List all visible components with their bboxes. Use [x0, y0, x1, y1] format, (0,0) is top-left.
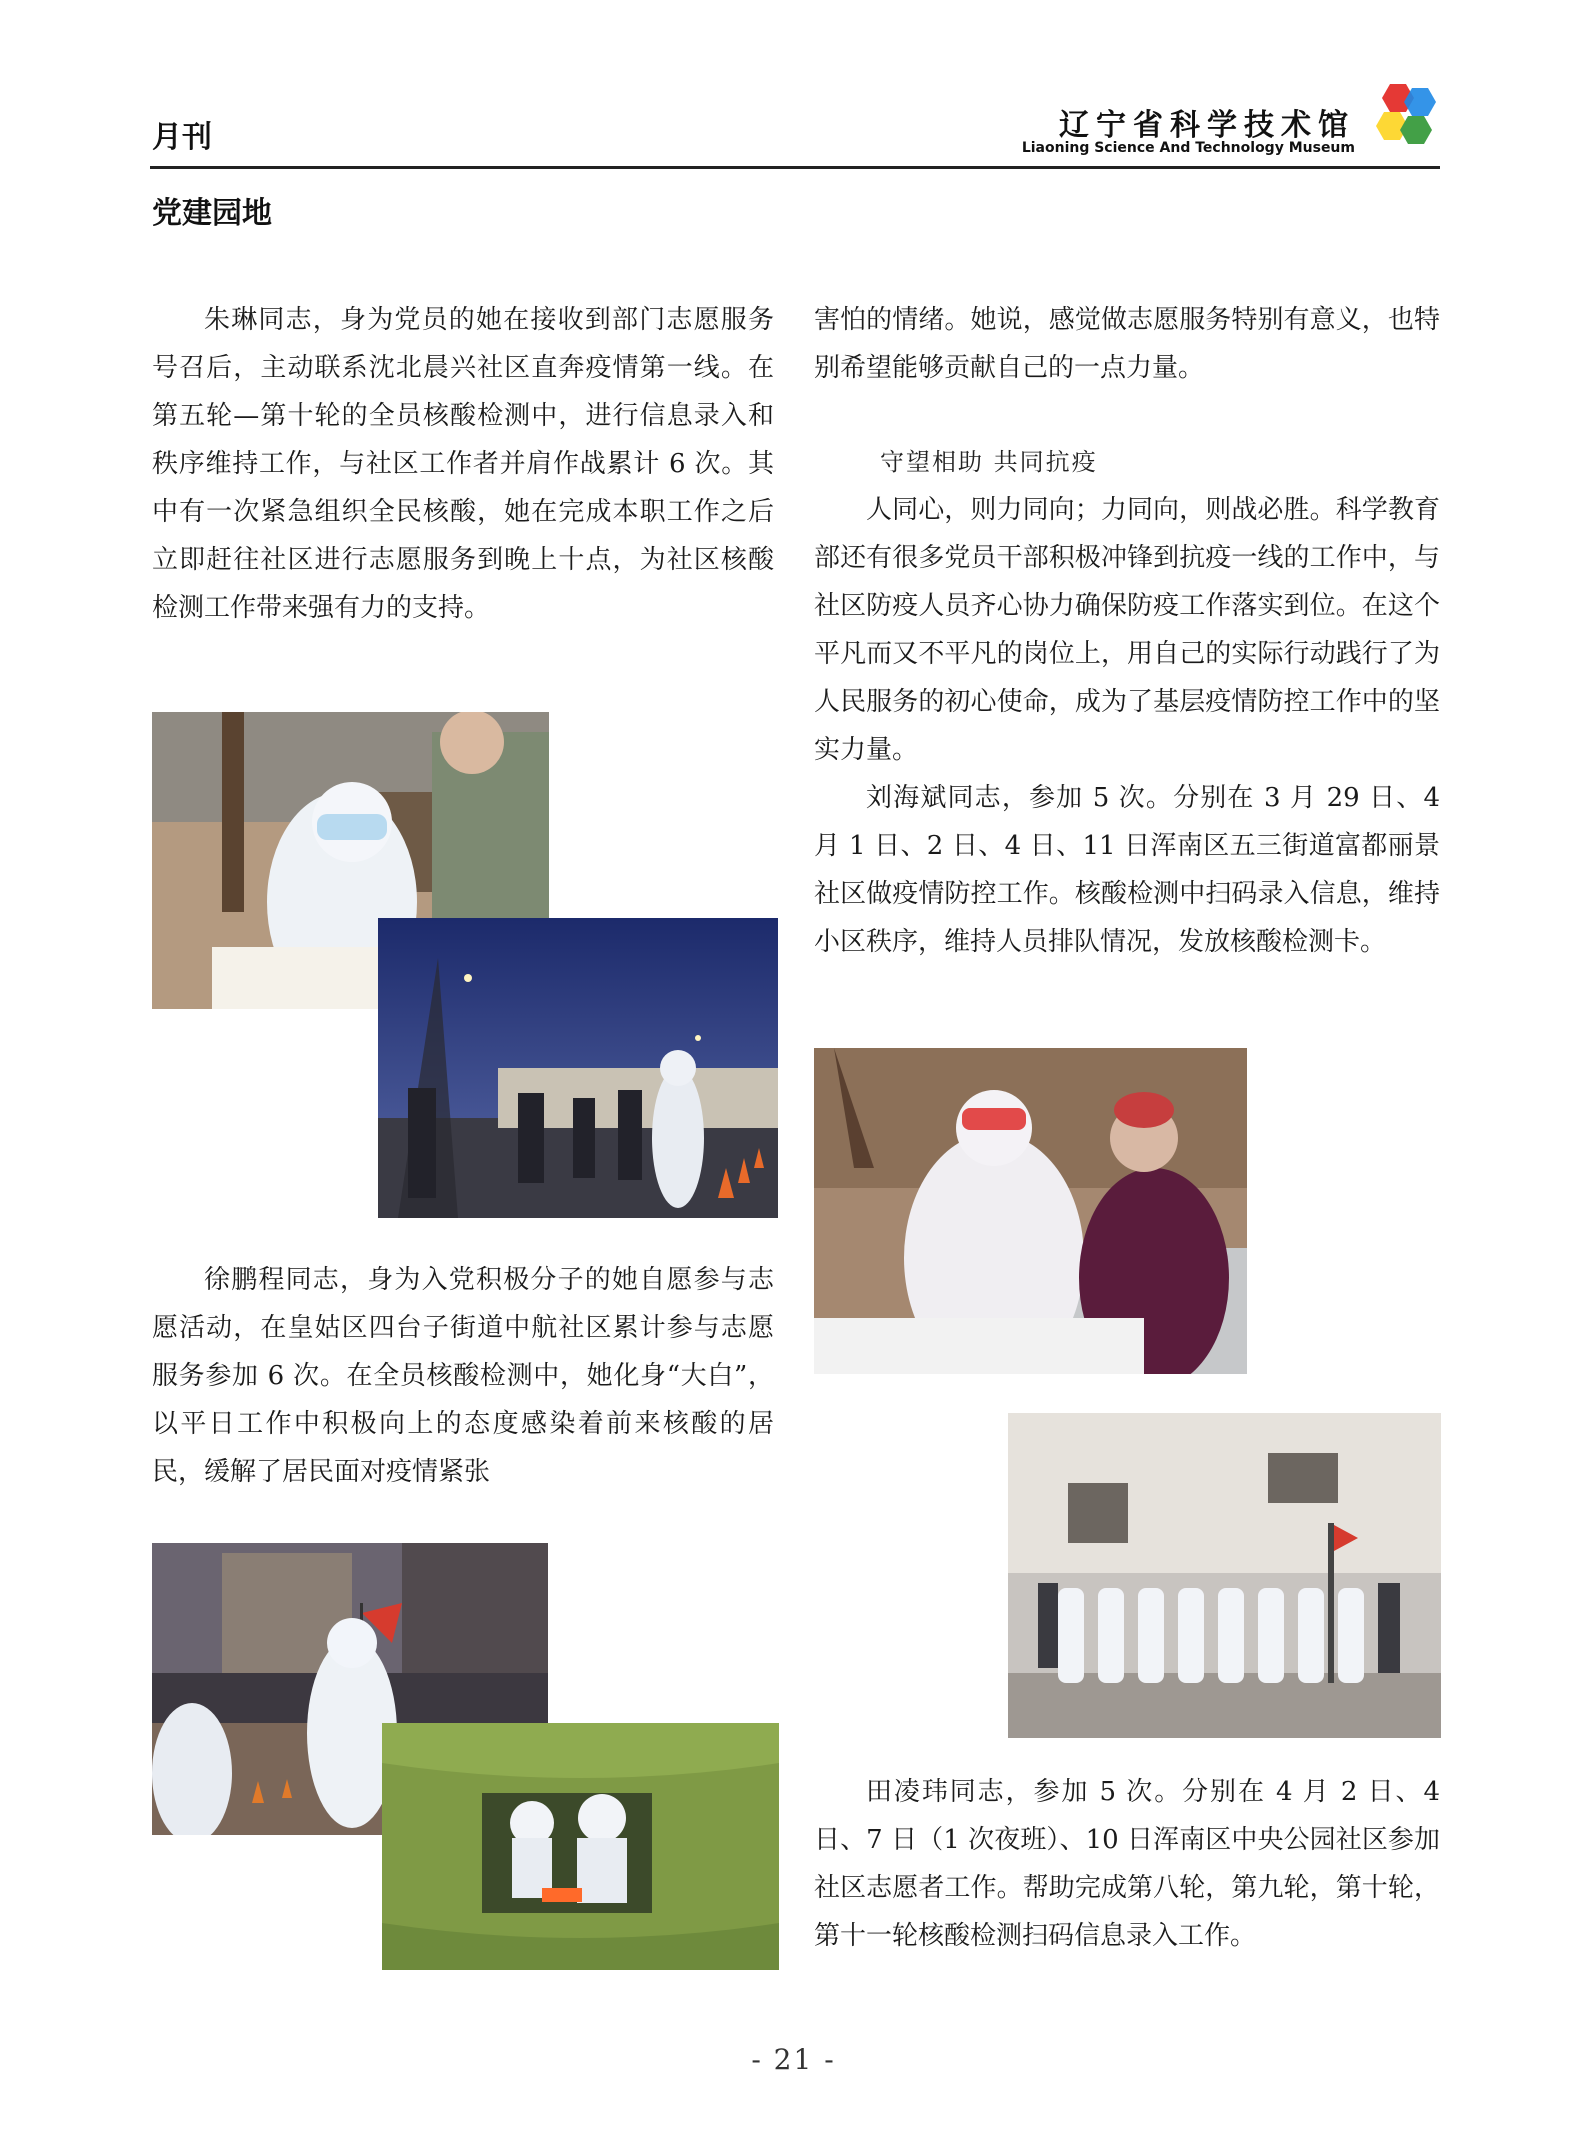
- museum-name-en: Liaoning Science And Technology Museum: [1021, 140, 1355, 156]
- magazine-title: 月刊: [152, 120, 212, 155]
- photo-volunteer-group: [1008, 1413, 1441, 1738]
- museum-name-cn: 辽宁省科学技术馆: [1059, 108, 1355, 143]
- subheading-mutual-help: 守望相助 共同抗疫: [880, 448, 1098, 476]
- museum-logo-icon: [1362, 82, 1442, 162]
- paragraph-zhu-lin: 朱琳同志，身为党员的她在接收到部门志愿服务号召后，主动联系沈北晨兴社区直奔疫情第一线。在第五轮—第十轮的全员核酸检测中，进行信息录入和秩序维持工作，与社区工作者并肩作战累计 6 次。其中有一次紧急组织全民核酸，她在完成本职工作之后立即赶往社区进行志愿服务到晚上十点，为社区核酸检测工作带来强有力的支持。: [152, 305, 774, 623]
- photo-evening-queue: [378, 918, 778, 1218]
- paragraph-continued: 害怕的情绪。她说，感觉做志愿服务特别有意义，也特别希望能够贡献自己的一点力量。: [814, 305, 1440, 383]
- paragraph-xu-pengcheng: 徐鹏程同志，身为入党积极分子的她自愿参与志愿活动，在皇姑区四台子街道中航社区累计参与志愿服务参加 6 次。在全员核酸检测中，她化身“大白”，以平日工作中积极向上的态度感染着前来核酸的居民，缓解了居民面对疫情紧张: [152, 1265, 774, 1487]
- section-title: 党建园地: [152, 196, 272, 231]
- paragraph-liu-haibin: 刘海斌同志，参加 5 次。分别在 3 月 29 日、4 月 1 日、2 日、4 日、11 日浑南区五三街道富都丽景社区做疫情防控工作。核酸检测中扫码录入信息，维持小区秩序，维持人员排队情况，发放核酸检测卡。: [814, 783, 1440, 957]
- header-divider: [150, 166, 1440, 169]
- paragraph-tian-lingwei: 田凌玮同志，参加 5 次。分别在 4 月 2 日、4 日、7 日（1 次夜班）、10 日浑南区中央公园社区参加社区志愿者工作。帮助完成第八轮，第九轮，第十轮，第十一轮核酸检测扫码信息录入工作。: [814, 1777, 1440, 1951]
- paragraph-unity: 人同心，则力同向；力同向，则战必胜。科学教育部还有很多党员干部积极冲锋到抗疫一线的工作中，与社区防疫人员齐心协力确保防疫工作落实到位。在这个平凡而又不平凡的岗位上，用自己的实际行动践行了为人民服务的初心使命，成为了基层疫情防控工作中的坚实力量。: [814, 495, 1440, 765]
- photo-volunteer-with-resident: [814, 1048, 1247, 1374]
- page-number: - 21 -: [751, 2043, 836, 2076]
- photo-tent-testing-station: [382, 1723, 779, 1970]
